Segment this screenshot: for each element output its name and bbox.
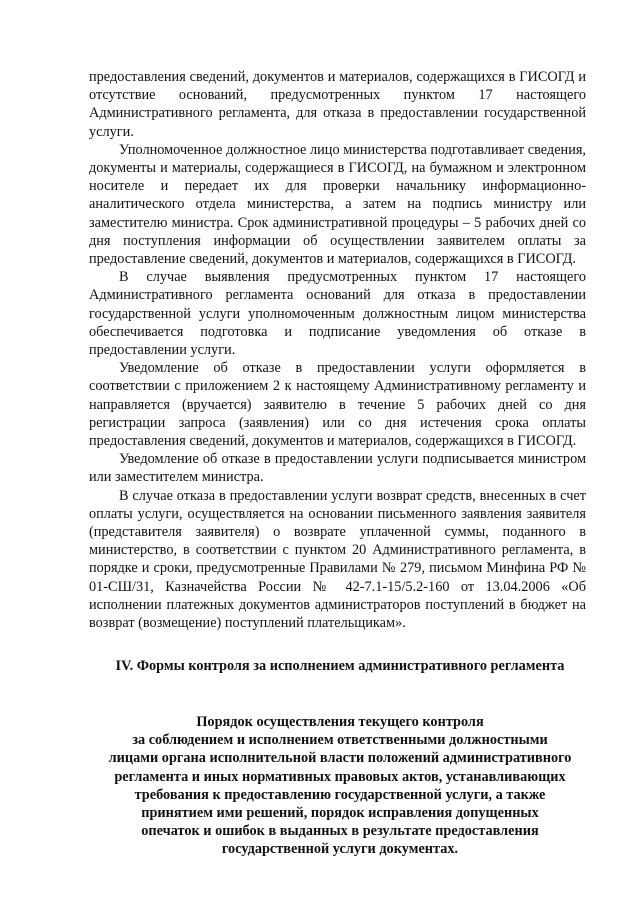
subsection-heading-line: за соблюдением и исполнением ответственными должностными: [132, 732, 548, 749]
paragraph-4: Уведомление об отказе в предоставлении услуги оформляется в соответствии с приложением 2 к настоящему Административному регламенту и направляется (вручается) заявителю в течение 5 рабочих дней со дня регистрации запроса (заявления) или со дня истечения срока оплаты предоставления сведений, документов и материалов, содержащихся в ГИСОГД.: [89, 360, 586, 450]
subsection-heading: [80, 713, 600, 859]
subsection-heading-line: регламента и иных нормативных правовых актов, устанавливающих: [114, 768, 566, 785]
paragraph-2: Уполномоченное должностное лицо министерства подготавливает сведения, документы и материалы, содержащиеся в ГИСОГД, на бумажном и электронном носителе и передает их для проверки начальнику информационно-аналитического отдела министерства, а затем на подпись министру или заместителю министра. Срок административной процедуры – 5 рабочих дней со дня поступления информации об осуществлении заявителем оплаты за предоставление сведений, документов и материалов, содержащихся в ГИСОГД.: [89, 141, 586, 268]
subsection-heading-line: государственной услуги документах.: [221, 841, 459, 858]
subsection-heading-line: принятием ими решений, порядок исправления допущенных: [141, 805, 539, 822]
subsection-heading-line: Порядок осуществления текущего контроля: [196, 714, 484, 730]
body-text: [89, 68, 586, 632]
paragraph-3: В случае выявления предусмотренных пунктом 17 настоящего Административного регламента оснований для отказа в предоставлении государственной услуги уполномоченным должностным лицом министерства обеспечивается подготовка и подписание уведомления об отказе в предоставлении услуги.: [89, 269, 586, 359]
subsection-heading-line: требования к предоставлению государственной услуги, а также: [134, 786, 546, 803]
subsection-heading-line: опечаток и ошибок в выданных в результате предоставления: [141, 823, 539, 840]
paragraph-6: В случае отказа в предоставлении услуги возврат средств, внесенных в счет оплаты услуги, осуществляется на основании письменного заявления заявителя (представителя заявителя) о возврате уплаченной суммы, поданного в министерство, в соответствии с пунктом 20 Административного регламента, в порядке и сроки, предусмотренные Правилами № 279, письмом Минфина РФ № 01-СШ/31, Казначейства России № 42-7.1-15/5.2-160 от 13.04.2006 «Об исполнении платежных документов администраторов поступлений в бюджет на возврат (возмещение) поступлений плательщикам».: [89, 487, 586, 632]
paragraph-1: предоставления сведений, документов и материалов, содержащихся в ГИСОГД и отсутствие оснований, предусмотренных пунктом 17 настоящего Административного регламента, для отказа в предоставлении государственной услуги.: [89, 69, 586, 140]
section-heading: IV. Формы контроля за исполнением административного регламента: [115, 658, 565, 674]
subsection-heading-line: лицами органа исполнительной власти положений административного: [108, 750, 572, 767]
paragraph-5: Уведомление об отказе в предоставлении услуги подписывается министром или заместителем министра.: [89, 451, 586, 486]
